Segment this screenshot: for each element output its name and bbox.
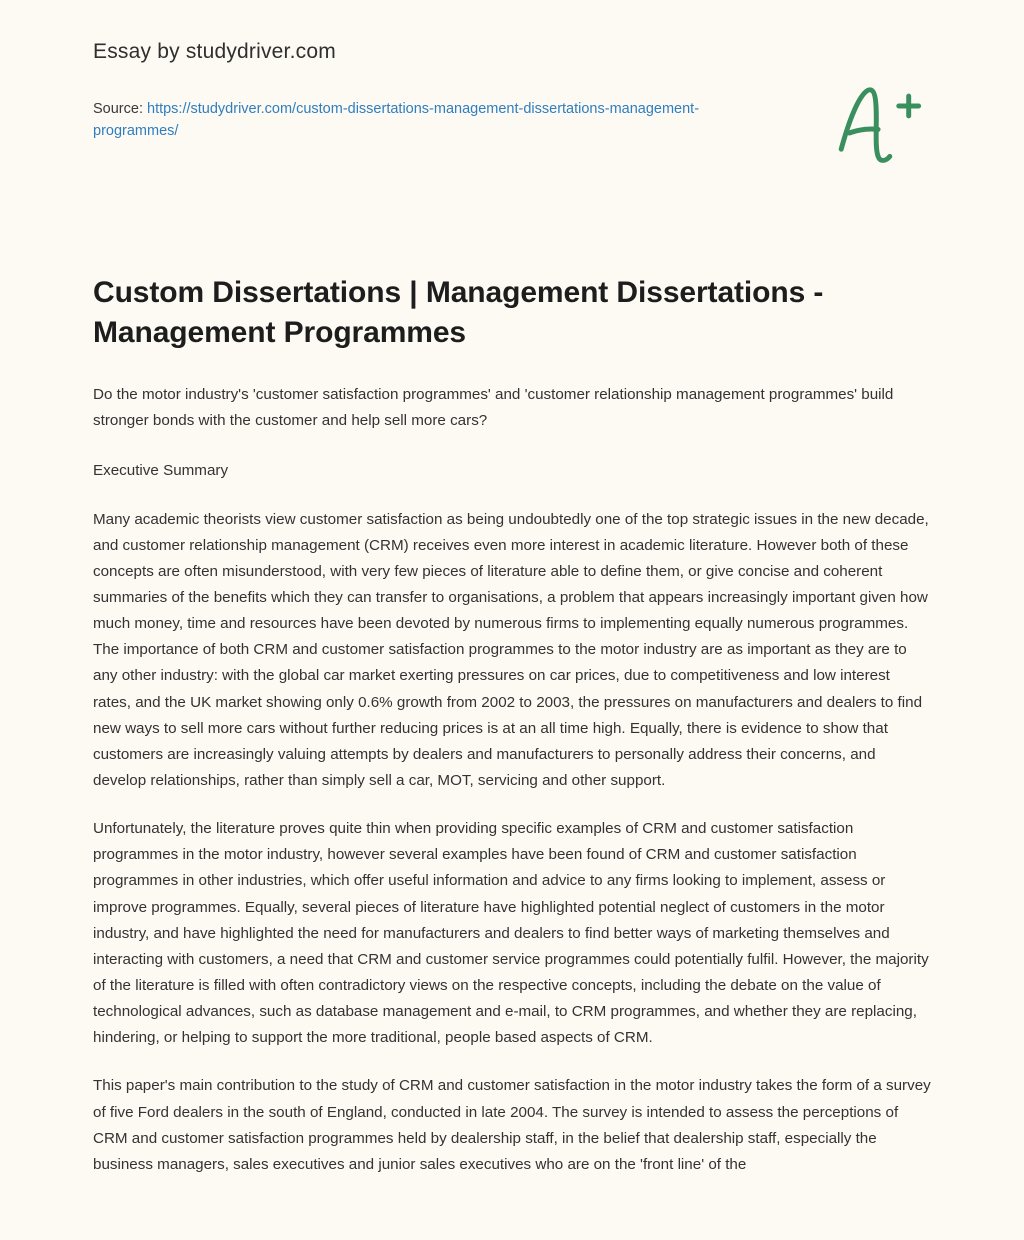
source-label: Source: [93,101,147,117]
essay-by-prefix: Essay by [93,40,186,63]
paragraph-body-1: Many academic theorists view customer satisfaction as being undoubtedly one of the top strategic issues in the new decade, and customer relationship management (CRM) receives even more interest in academic literature. However both of these concepts are often misunderstood, with very few pieces of literature able to define them, or give concise and coherent summaries of the benefits which they can transfer to organisations, a problem that appears increasingly important given how much money, time and resources have been devoted by numerous firms to implementing equally numerous programmes. The importance of both CRM and customer satisfaction programmes to the motor industry are as important as they are to any other industry: with the global car market exerting pressures on car prices, due to competitiveness and low interest rates, and the UK market showing only 0.6% growth from 2002 to 2003, the pressures on manufacturers and dealers to find new ways to sell more cars without further reducing prices is at an all time high. Equally, there is evidence to show that customers are increasingly valuing attempts by dealers and manufacturers to personally address their concerns, and develop relationships, rather than simply sell a car, MOT, servicing and other support. [93,510,929,789]
paragraph-body-2: Unfortunately, the literature proves quite thin when providing specific examples of CRM and customer satisfaction programmes in the motor industry, however several examples have been found of CRM and customer satisfaction programmes in other industries, which offer useful information and advice to any firms looking to implement, assess or improve programmes. Equally, several pieces of literature have highlighted potential neglect of customers in the motor industry, and have highlighted the need for manufacturers and dealers to find better ways of marketing themselves and interacting with customers, a need that CRM and customer service programmes could potentially fulfil. However, the majority of the literature is filled with often contradictory views on the respective concepts, including the debate on the value of technological advances, such as database management and e-mail, to CRM programmes, and whether they are replacing, hindering, or helping to support the more traditional, people based aspects of CRM. [93,820,929,1047]
paragraph-question: Do the motor industry's 'customer satisfaction programmes' and 'customer relationship management programmes' build stronger bonds with the customer and help sell more cars? [93,386,894,430]
essay-byline [93,40,931,64]
document-body [93,382,931,1178]
paragraph-heading-executive-summary: Executive Summary [93,462,229,480]
paragraph-body-3: This paper's main contribution to the study of CRM and customer satisfaction in the motor industry takes the form of a survey of five Ford dealers in the south of England, conducted in late 2004. The survey is intended to assess the perceptions of CRM and customer satisfaction programmes held by dealership staff, in the belief that dealership staff, especially the business managers, sales executives and junior sales executives who are on the 'front line' of the [93,1077,931,1173]
page-title: Custom Dissertations | Management Dissertations - Management Programmes [93,275,824,349]
source-url-link[interactable]: https://studydriver.com/custom-dissertations-management-dissertations-management-programmes/ [93,101,700,140]
source-line [93,98,713,143]
a-plus-logo-icon [834,78,924,170]
essay-by-site: studydriver.com [185,40,336,63]
